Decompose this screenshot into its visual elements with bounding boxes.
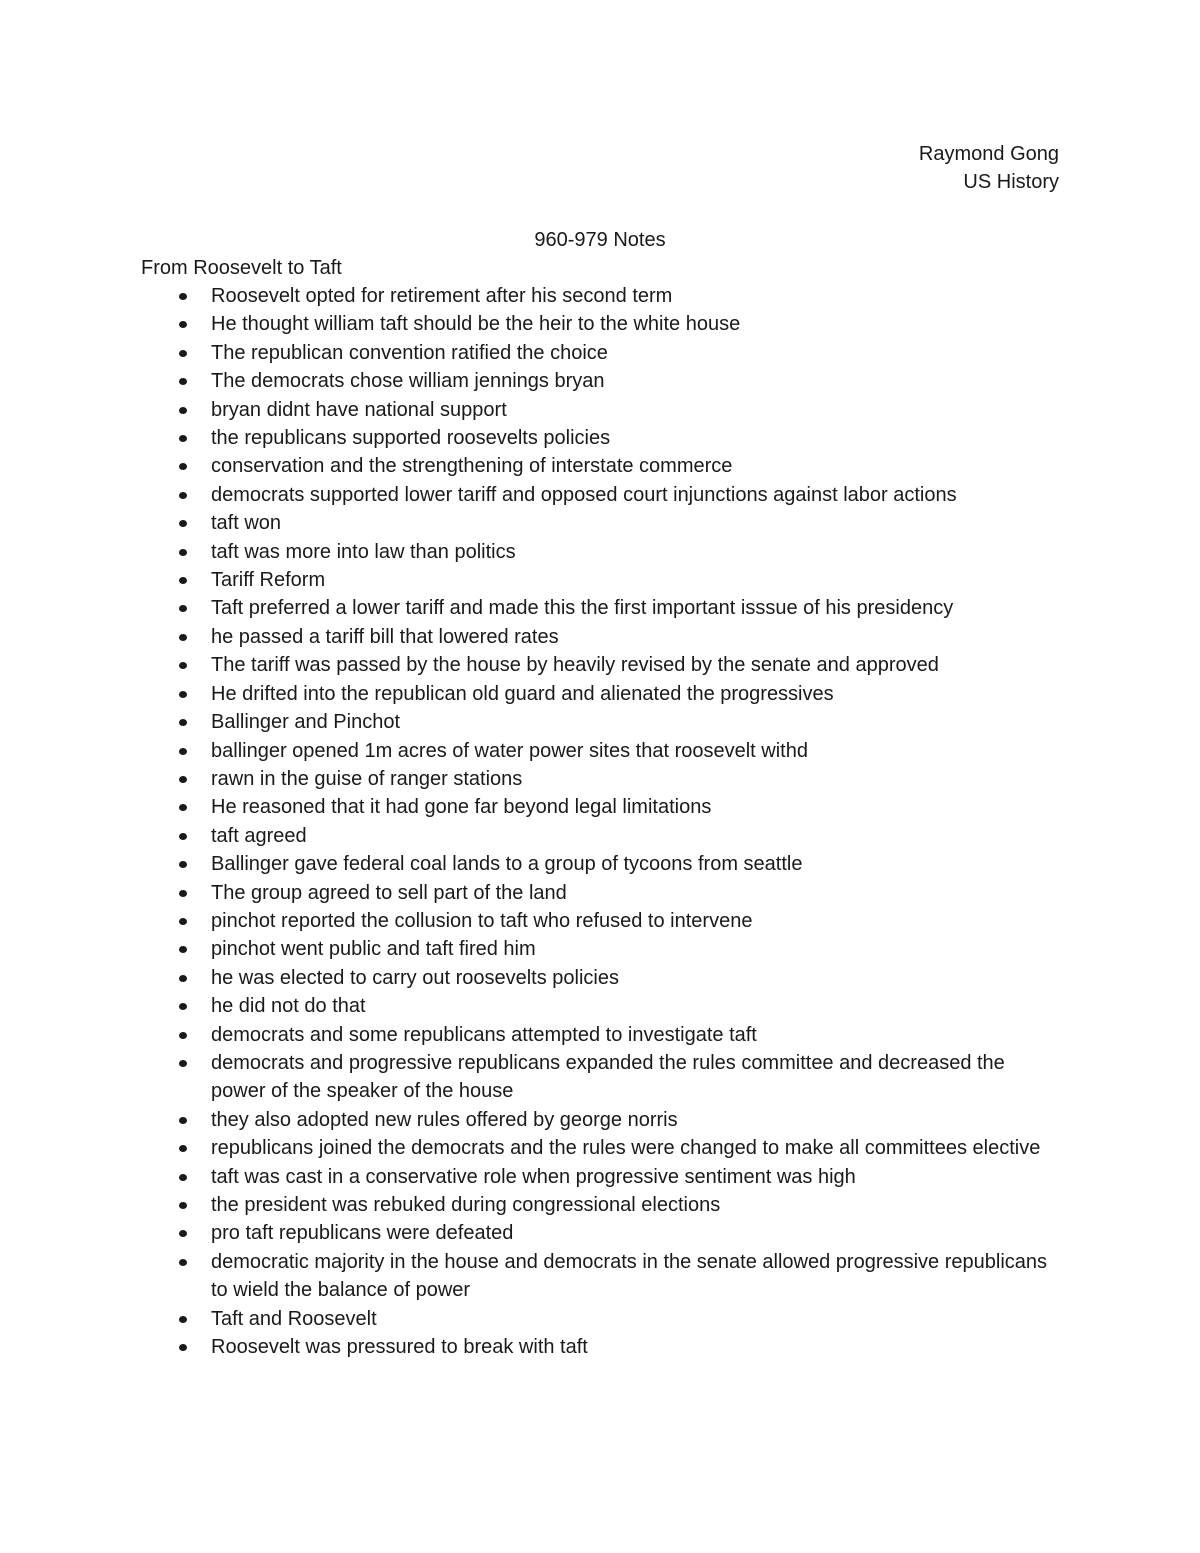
list-item-text: the republicans supported roosevelts policies <box>211 427 611 450</box>
list-item-text: democratic majority in the house and democrats in the senate allowed progressive republicans to wield the balance of power <box>211 1250 1048 1302</box>
list-item <box>0 1021 1060 1049</box>
document-header <box>919 140 1059 197</box>
list-item <box>0 367 1060 395</box>
list-item-text: Roosevelt opted for retirement after his second term <box>211 285 673 307</box>
bullet-icon <box>179 719 187 726</box>
bullet-icon <box>179 918 187 925</box>
list-item <box>0 935 1060 963</box>
bullet-icon <box>179 662 187 669</box>
list-item-text: republicans joined the democrats and the rules were changed to make all committees elective <box>211 1137 1041 1160</box>
list-item <box>0 1219 1060 1247</box>
list-item-text: the president was rebuked during congressional elections <box>211 1194 721 1216</box>
list-item <box>0 680 1060 708</box>
list-item-text: The tariff was passed by the house by heavily revised by the senate and approved <box>211 654 939 677</box>
list-item-text: The group agreed to sell part of the land <box>211 881 567 904</box>
list-item <box>0 452 1060 480</box>
bullet-icon <box>179 1230 187 1237</box>
list-item <box>0 1191 1060 1219</box>
bullet-icon <box>179 492 187 499</box>
bullet-icon <box>179 520 187 527</box>
list-item-text: rawn in the guise of ranger stations <box>211 767 523 790</box>
list-item-text: Roosevelt was pressured to break with taft <box>211 1336 588 1359</box>
list-item <box>0 1163 1060 1191</box>
list-item-text: they also adopted new rules offered by george norris <box>211 1108 678 1131</box>
bullet-icon <box>179 463 187 470</box>
bullet-icon <box>179 1174 187 1181</box>
bullet-icon <box>179 804 187 811</box>
bullet-icon <box>179 435 187 442</box>
list-item <box>0 964 1060 992</box>
list-item-text: The democrats chose william jennings bryan <box>211 370 605 393</box>
bullet-icon <box>179 1145 187 1152</box>
bullet-icon <box>179 890 187 897</box>
list-item-text: bryan didnt have national support <box>211 398 507 421</box>
list-item <box>0 850 1060 878</box>
list-item-text: conservation and the strengthening of interstate commerce <box>211 455 733 478</box>
bullet-icon <box>179 1259 187 1266</box>
bullet-icon <box>179 549 187 556</box>
list-item <box>0 481 1060 509</box>
list-item <box>0 1134 1060 1162</box>
bullet-icon <box>179 577 187 584</box>
list-item-text: pinchot went public and taft fired him <box>211 938 536 961</box>
list-item-text: pro taft republicans were defeated <box>211 1222 514 1245</box>
list-item <box>0 424 1060 452</box>
list-item <box>0 310 1060 338</box>
list-item-text: democrats supported lower tariff and opposed court injunctions against labor actions <box>211 483 957 506</box>
list-item-text: The republican convention ratified the choice <box>211 341 608 364</box>
list-item-text: he passed a tariff bill that lowered rates <box>211 625 559 648</box>
bullet-icon <box>179 946 187 953</box>
list-item-text: He thought william taft should be the heir to the white house <box>211 313 741 336</box>
list-item-text: Ballinger gave federal coal lands to a group of tycoons from seattle <box>211 853 803 876</box>
bullet-icon <box>179 691 187 698</box>
list-item-text: taft was more into law than politics <box>211 540 516 563</box>
bullet-icon <box>179 378 187 385</box>
list-item <box>0 907 1060 935</box>
list-item-text: taft agreed <box>211 824 307 847</box>
bullet-icon <box>179 1003 187 1010</box>
bullet-icon <box>179 1344 187 1351</box>
bullet-icon <box>179 975 187 982</box>
list-item <box>0 765 1060 793</box>
list-item <box>0 708 1060 736</box>
list-item <box>0 509 1060 537</box>
list-item-text: he was elected to carry out roosevelts policies <box>211 966 619 989</box>
list-item <box>0 651 1060 679</box>
list-item <box>0 396 1060 424</box>
list-item-text: taft was cast in a conservative role when progressive sentiment was high <box>211 1165 856 1188</box>
bullet-icon <box>179 748 187 755</box>
list-item <box>0 1305 1060 1333</box>
course-name: US History <box>963 171 1059 194</box>
list-item <box>0 793 1060 821</box>
bullet-icon <box>179 1316 187 1323</box>
bullet-icon <box>179 1032 187 1039</box>
bullet-icon <box>179 634 187 641</box>
list-item <box>0 566 1060 594</box>
list-item <box>0 538 1060 566</box>
list-item-text: pinchot reported the collusion to taft who refused to intervene <box>211 909 753 932</box>
list-item <box>0 623 1060 651</box>
bullet-icon <box>179 321 187 328</box>
list-item-text: He reasoned that it had gone far beyond legal limitations <box>211 796 712 819</box>
bullet-icon <box>179 407 187 414</box>
list-item-text: Taft preferred a lower tariff and made this the first important isssue of his presidency <box>211 597 954 620</box>
section-heading: From Roosevelt to Taft <box>141 257 342 279</box>
bullet-icon <box>179 833 187 840</box>
bullet-icon <box>179 861 187 868</box>
notes-list <box>0 282 1060 1361</box>
list-item <box>0 339 1060 367</box>
list-item-text: democrats and progressive republicans expanded the rules committee and decreased the power of the speaker of the house <box>211 1051 1005 1103</box>
list-item-text: Ballinger and Pinchot <box>211 711 401 734</box>
bullet-icon <box>179 1060 187 1067</box>
list-item <box>0 1333 1060 1361</box>
list-item <box>0 1049 1060 1106</box>
list-item <box>0 1248 1060 1305</box>
list-item-text: taft won <box>211 512 282 535</box>
document-title: 960-979 Notes <box>534 229 666 251</box>
list-item-text: ballinger opened 1m acres of water power sites that roosevelt withd <box>211 739 808 762</box>
list-item <box>0 992 1060 1020</box>
bullet-icon <box>179 350 187 357</box>
list-item <box>0 594 1060 622</box>
bullet-icon <box>179 605 187 612</box>
bullet-icon <box>179 776 187 783</box>
list-item-text: Taft and Roosevelt <box>211 1307 377 1330</box>
list-item <box>0 282 1060 310</box>
list-item <box>0 1106 1060 1134</box>
bullet-icon <box>179 293 187 300</box>
list-item-text: Tariff Reform <box>211 569 326 592</box>
bullet-icon <box>179 1202 187 1209</box>
list-item <box>0 737 1060 765</box>
bullet-icon <box>179 1117 187 1124</box>
list-item-text: he did not do that <box>211 995 366 1018</box>
list-item-text: He drifted into the republican old guard and alienated the progressives <box>211 682 834 705</box>
list-item <box>0 822 1060 850</box>
list-item-text: democrats and some republicans attempted to investigate taft <box>211 1023 757 1046</box>
list-item <box>0 879 1060 907</box>
author-name: Raymond Gong <box>918 143 1059 165</box>
